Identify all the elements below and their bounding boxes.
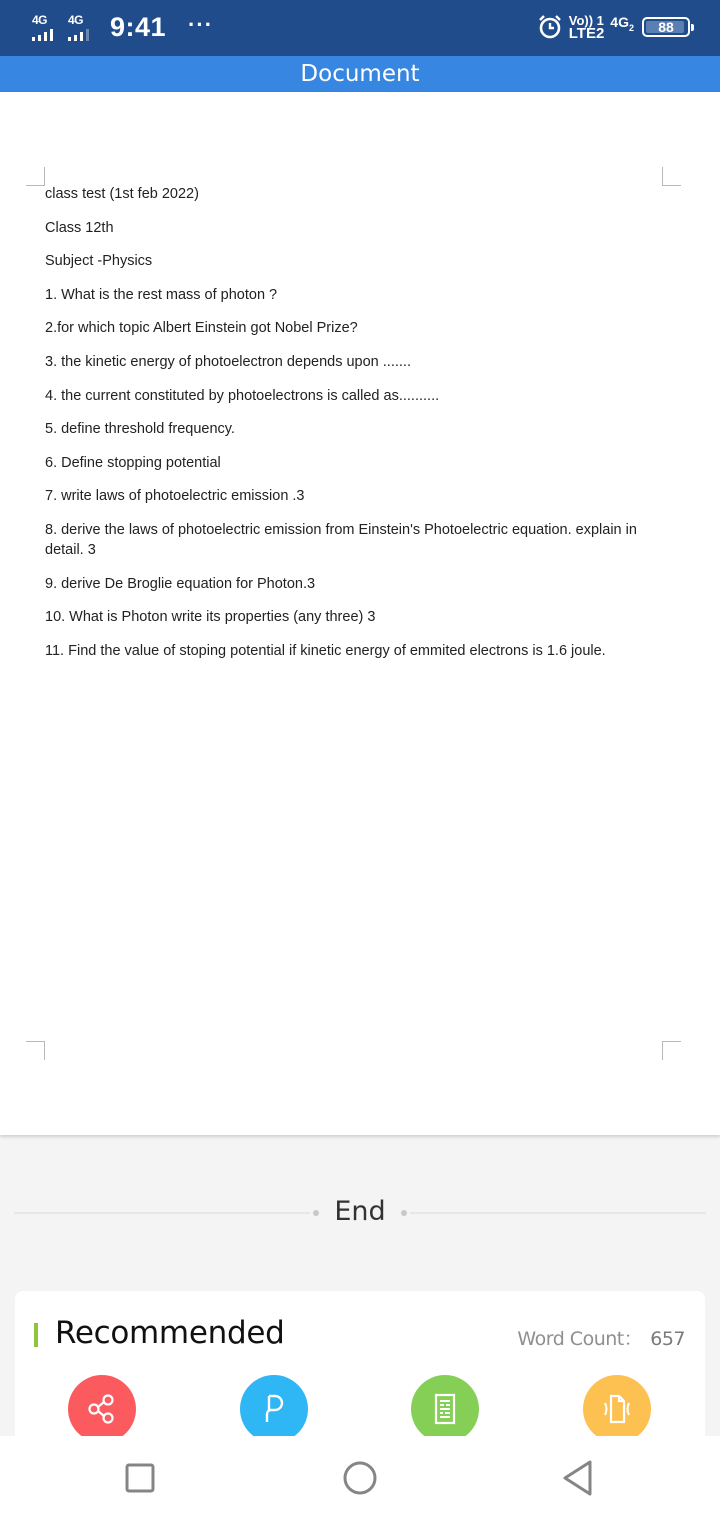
recent-apps-button[interactable] [118,1456,162,1500]
signal-icon [32,13,62,43]
more-notifications-icon: ··· [188,11,214,37]
share-button[interactable] [68,1375,136,1443]
sim1-network-label: 4G [32,12,48,27]
status-bar [0,0,720,56]
square-icon [124,1462,156,1494]
battery-icon [642,17,690,37]
home-button[interactable] [338,1456,382,1500]
page-title: Document [0,56,720,92]
back-button[interactable] [556,1456,600,1500]
signal-icon [68,13,98,43]
word-count-value: 657 [650,1328,685,1350]
triangle-back-icon [560,1459,596,1497]
doc-line: 10. What is Photon write its properties (any three) 3 [45,609,376,626]
sim2-network-label: 4G [68,12,84,27]
document-list-button[interactable] [411,1375,479,1443]
volte-icon: Vo)) 1 LTE2 [568,13,605,42]
doc-line: Subject -Physics [45,253,153,270]
page-margin-corner [26,1041,45,1060]
file-shrink-button[interactable] [583,1375,651,1443]
document-body [45,184,665,674]
alarm-icon [537,14,563,40]
circle-icon [342,1460,378,1496]
doc-line: 4. the current constituted by photoelectrons is called as.......... [45,387,440,404]
data-activity-icon: $4G_2$ [610,13,634,33]
doc-line: Class 12th [45,219,114,236]
doc-line: 5. define threshold frequency. [45,421,235,438]
doc-line: 11. Find the value of stoping potential if kinetic energy of emmited electrons is 1.6 joule. [45,642,606,659]
doc-line: 7. write laws of photoelectric emission .3 [45,488,305,505]
doc-line: 2.for which topic Albert Einstein got Nobel Prize? [45,320,358,337]
doc-line: class test (1st feb 2022) [45,186,199,202]
battery-level: 88 [658,19,674,35]
system-navigation-bar [0,1436,720,1520]
recommended-card [15,1291,705,1451]
share-icon [85,1392,119,1426]
word-count: Word Count： 657 [517,1328,685,1350]
file-shrink-icon [599,1392,635,1426]
end-of-document-divider [14,1196,706,1230]
document-list-icon [428,1392,462,1426]
doc-line: 9. derive De Broglie equation for Photon.3 [45,575,316,592]
recommended-title: Recommended [55,1315,285,1351]
doc-line: 8. derive the laws of photoelectric emission from Einstein's Photoelectric equation. explain in detail. 3 [45,521,637,558]
doc-line: 1. What is the rest mass of photon ? [45,286,278,303]
doc-line: 3. the kinetic energy of photoelectron depends upon ....... [45,353,411,370]
page-margin-corner [26,167,45,186]
page-margin-corner [662,1041,681,1060]
doc-line: 6. Define stopping potential [45,454,221,471]
pdf-icon [257,1392,291,1426]
clock: 9:41 [110,12,167,42]
pdf-button[interactable] [240,1375,308,1443]
end-label: End [334,1196,386,1227]
section-accent-bar [34,1323,38,1347]
document-page[interactable] [0,92,720,1135]
